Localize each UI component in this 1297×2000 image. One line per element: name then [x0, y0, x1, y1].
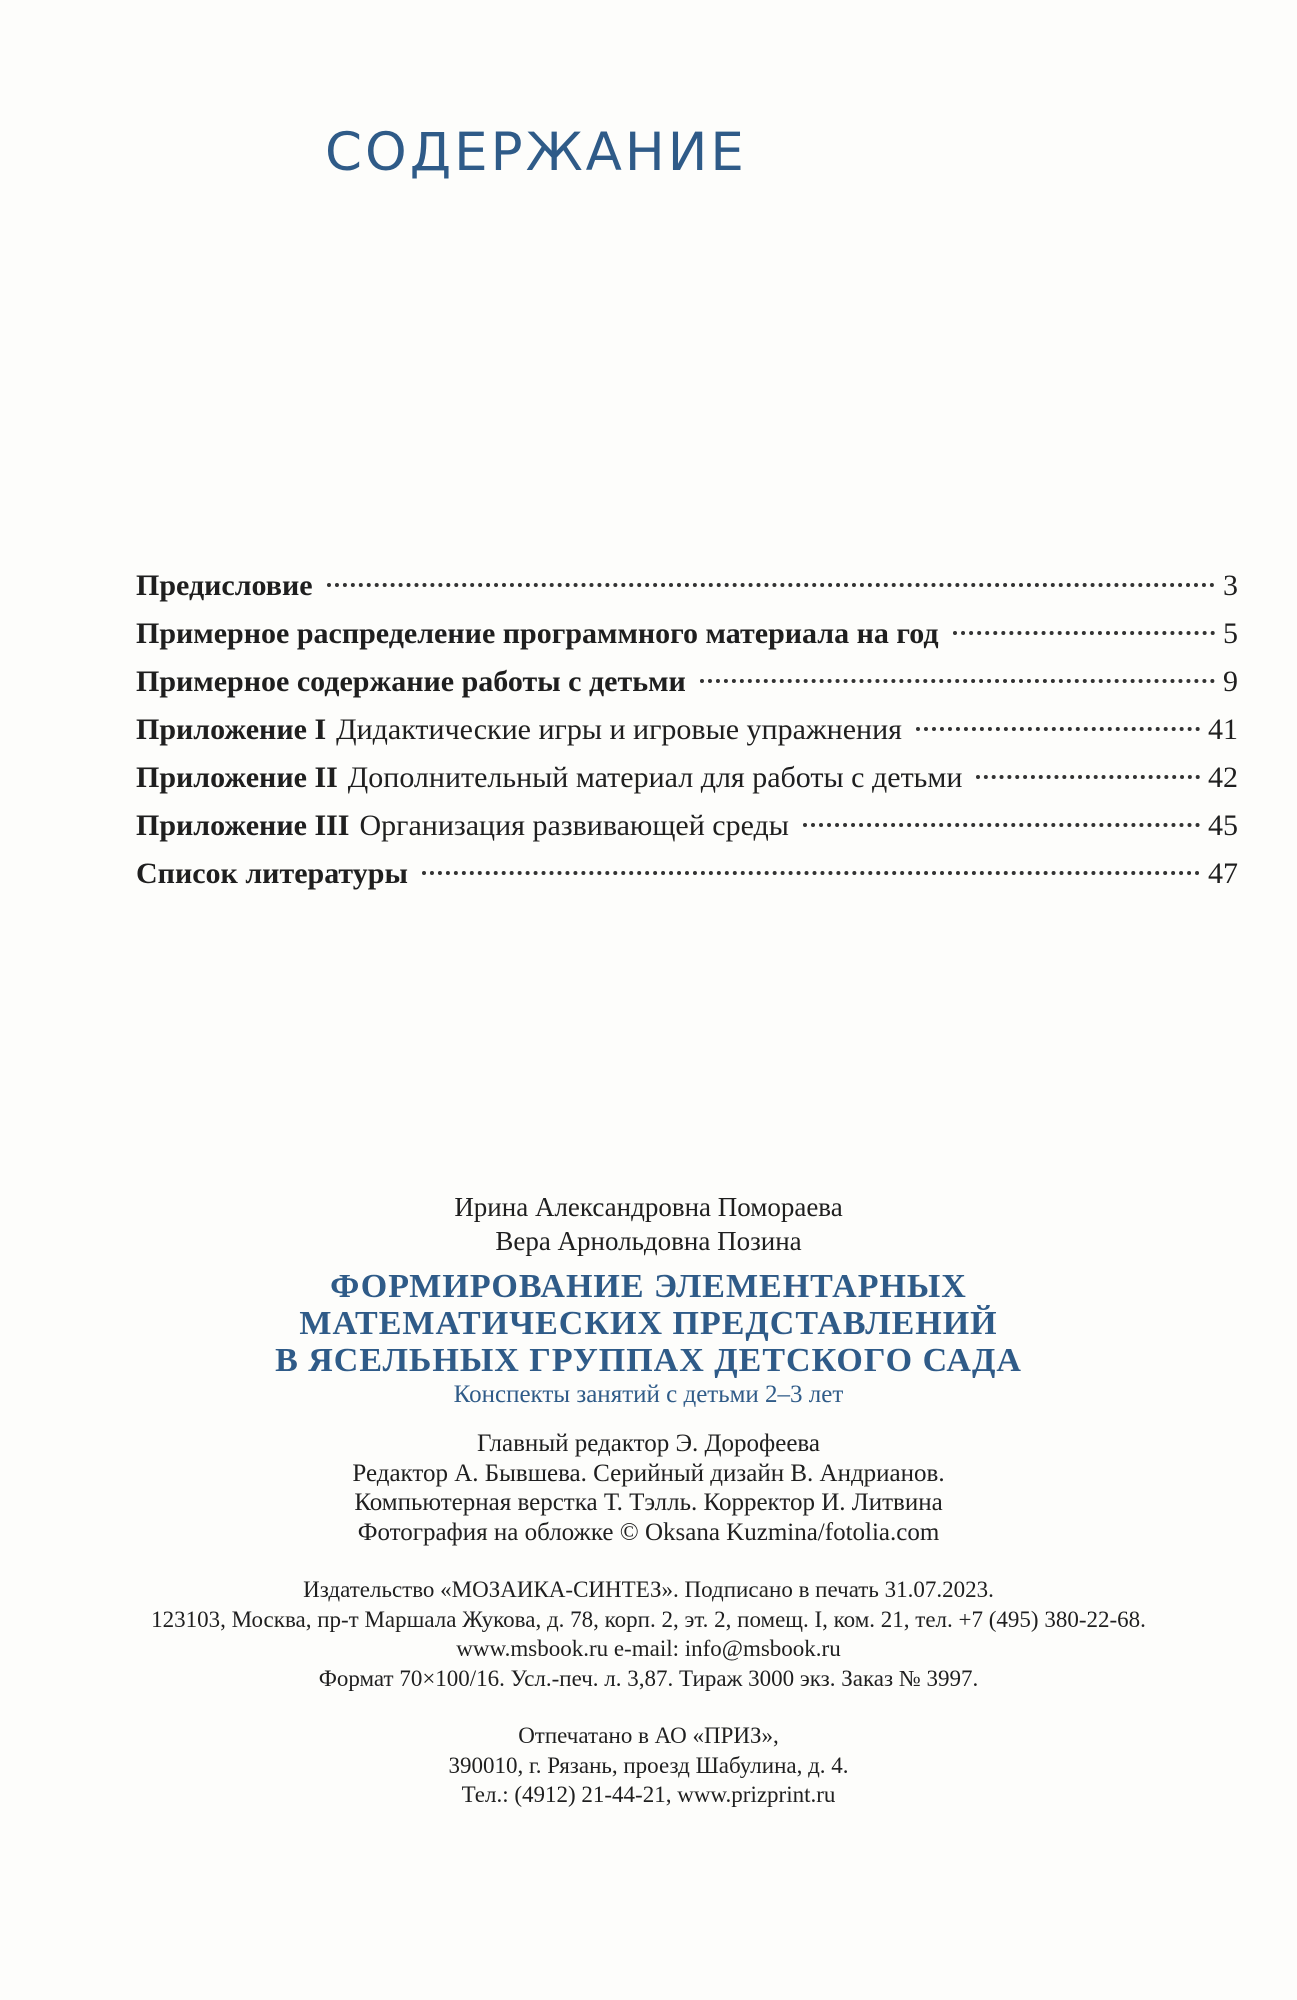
- authors: [0, 1190, 1297, 1258]
- toc-entry-label: Примерное распределение программного материала на год: [136, 617, 939, 650]
- author-name: Вера Арнольдовна Позина: [495, 1226, 802, 1256]
- printer-line: Тел.: (4912) 21-44-21, www.prizprint.ru: [461, 1782, 836, 1807]
- toc-entry-subtitle: Дидактические игры и игровые упражнения: [336, 713, 902, 746]
- publisher-info: [0, 1575, 1297, 1693]
- toc-leader-dots: [422, 871, 1200, 875]
- toc-entry[interactable]: [136, 754, 1238, 802]
- toc-entry-page: 42: [1208, 761, 1238, 794]
- credit-line: Редактор А. Бывшева. Серийный дизайн В. Андрианов.: [352, 1459, 945, 1487]
- author-name: Ирина Александровна Помораева: [454, 1192, 843, 1222]
- toc-entry-page: 47: [1208, 857, 1238, 890]
- book-subtitle: Конспекты занятий с детьми 2–3 лет: [453, 1381, 844, 1408]
- book-title-line: ФОРМИРОВАНИЕ ЭЛЕМЕНТАРНЫХ: [330, 1268, 967, 1305]
- publisher-line: 123103, Москва, пр-т Маршала Жукова, д. 78, корп. 2, эт. 2, помещ. I, ком. 21, тел. +7 (495) 380-22-68.: [151, 1606, 1146, 1632]
- credit-line: Главный редактор Э. Дорофеева: [476, 1430, 821, 1457]
- toc-entry-page: 45: [1208, 809, 1238, 842]
- page-title: СОДЕРЖАНИЕ: [325, 122, 747, 183]
- toc-entry-page: 9: [1223, 665, 1238, 698]
- imprint-block: [0, 1190, 1297, 1810]
- toc-entry-label: Приложение III: [136, 809, 350, 842]
- book-title-line: МАТЕМАТИЧЕСКИХ ПРЕДСТАВЛЕНИЙ: [299, 1305, 998, 1342]
- toc-entry-subtitle: Дополнительный материал для работы с детьми: [347, 761, 963, 794]
- toc-entry-subtitle: Организация развивающей среды: [359, 809, 789, 842]
- toc-entry[interactable]: [136, 610, 1238, 658]
- toc-entry-page: 41: [1208, 713, 1238, 746]
- toc-entry-page: 3: [1223, 569, 1238, 602]
- printer-line: 390010, г. Рязань, проезд Шабулина, д. 4.: [448, 1752, 849, 1778]
- toc-leader-dots: [976, 775, 1200, 779]
- toc-entry[interactable]: [136, 658, 1238, 706]
- credit-line: Компьютерная верстка Т. Тэлль. Корректор И. Литвина: [354, 1489, 943, 1516]
- toc-entry-label: Приложение II: [136, 761, 338, 794]
- toc-leader-dots: [953, 631, 1215, 635]
- toc-entry-label: Примерное содержание работы с детьми: [136, 665, 686, 698]
- toc-leader-dots: [327, 583, 1215, 587]
- toc-entry-page: 5: [1223, 617, 1238, 650]
- toc-leader-dots: [700, 679, 1215, 683]
- table-of-contents: [136, 562, 1238, 898]
- toc-entry-label: Список литературы: [136, 857, 408, 890]
- book-title: [0, 1268, 1297, 1379]
- toc-entry[interactable]: [136, 706, 1238, 754]
- toc-entry[interactable]: [136, 802, 1238, 850]
- toc-leader-dots: [803, 823, 1200, 827]
- toc-entry-label: Приложение I: [136, 713, 327, 746]
- editorial-credits: [0, 1429, 1297, 1547]
- credit-line: Фотография на обложке © Oksana Kuzmina/fotolia.com: [357, 1518, 940, 1546]
- toc-entry[interactable]: [136, 850, 1238, 898]
- toc-entry[interactable]: [136, 562, 1238, 610]
- publisher-line: www.msbook.ru e-mail: info@msbook.ru: [456, 1636, 841, 1661]
- toc-entry-label: Предисловие: [136, 569, 313, 602]
- book-title-line: В ЯСЕЛЬНЫХ ГРУППАХ ДЕТСКОГО САДА: [275, 1342, 1022, 1379]
- printer-info: [0, 1721, 1297, 1810]
- printer-line: Отпечатано в АО «ПРИЗ»,: [518, 1723, 779, 1748]
- publisher-line: Формат 70×100/16. Усл.-печ. л. 3,87. Тираж 3000 экз. Заказ № 3997.: [318, 1665, 979, 1691]
- toc-leader-dots: [916, 727, 1200, 731]
- publisher-line: Издательство «МОЗАИКА-СИНТЕЗ». Подписано в печать 31.07.2023.: [303, 1577, 994, 1602]
